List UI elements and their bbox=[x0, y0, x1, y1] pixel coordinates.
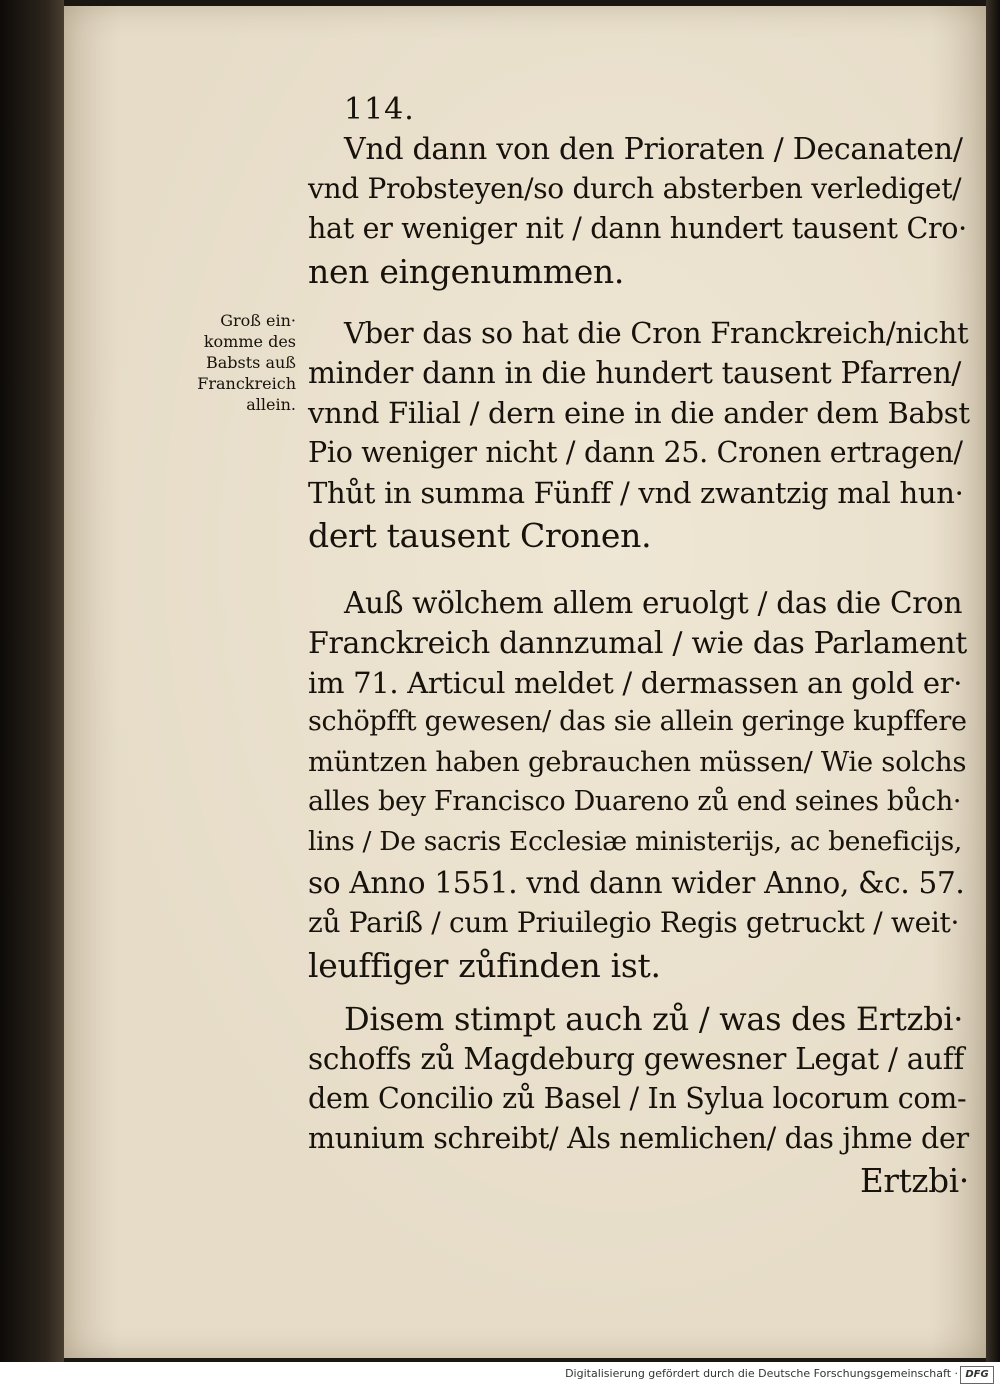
book-spine bbox=[0, 0, 64, 1362]
funding-notice: Digitalisierung gefördert durch die Deutsche Forschungsgemeinschaft · bbox=[565, 1367, 958, 1380]
text-line: im 71. Articul meldet / dermassen an gold er· bbox=[308, 666, 963, 700]
margin-note-line: Franckreich bbox=[197, 374, 296, 393]
catchword: Ertzbi· bbox=[860, 1162, 969, 1200]
margin-note-line: allein. bbox=[246, 395, 296, 414]
footer-bar bbox=[0, 1362, 1000, 1388]
text-line: Disem stimpt auch zů / was des Ertzbi· bbox=[344, 1000, 964, 1038]
text-line: alles bey Francisco Duareno zů end seines bůch· bbox=[308, 786, 962, 817]
text-line: Thůt in summa Fünff / vnd zwantzig mal hun· bbox=[308, 476, 964, 510]
text-line: vnnd Filial / dern eine in die ander dem Babst bbox=[308, 396, 970, 430]
margin-note-line: Babsts auß bbox=[205, 353, 296, 372]
text-line: lins / De sacris Ecclesiæ ministerijs, ac beneficijs, bbox=[308, 826, 963, 857]
text-line: leuffiger zůfinden ist. bbox=[308, 946, 661, 985]
dfg-logo: DFG bbox=[960, 1366, 994, 1384]
text-line: hat er weniger nit / dann hundert tausent Cro· bbox=[308, 212, 967, 245]
text-line: Vnd dann von den Prioraten / Decanaten/ bbox=[344, 132, 963, 167]
text-line: dert tausent Cronen. bbox=[308, 516, 652, 555]
text-line: so Anno 1551. vnd dann wider Anno, &c. 57. bbox=[308, 866, 965, 900]
text-line: schoffs zů Magdeburg gewesner Legat / auff bbox=[308, 1042, 964, 1076]
text-line: dem Concilio zů Basel / In Sylua locorum com- bbox=[308, 1082, 967, 1115]
text-line: Auß wölchem allem eruolgt / das die Cron bbox=[344, 586, 963, 620]
text-line: Franckreich dannzumal / wie das Parlament bbox=[308, 626, 968, 661]
margin-note bbox=[176, 310, 296, 415]
text-line: schöpfft gewesen/ das sie allein geringe kupffere bbox=[308, 706, 967, 737]
margin-note-line: Groß ein· bbox=[220, 311, 296, 330]
text-line: Vber das so hat die Cron Franckreich/nicht bbox=[344, 316, 969, 350]
margin-note-line: komme des bbox=[203, 332, 296, 351]
page-edge bbox=[986, 0, 1000, 1362]
page-number: 114. bbox=[344, 92, 415, 127]
text-line: müntzen haben gebrauchen müssen/ Wie solchs bbox=[308, 746, 967, 778]
text-line: minder dann in die hundert tausent Pfarren/ bbox=[308, 356, 962, 390]
text-line: zů Pariß / cum Priuilegio Regis getruckt / weit· bbox=[308, 906, 960, 939]
text-line: Pio weniger nicht / dann 25. Cronen ertragen/ bbox=[308, 436, 963, 469]
text-line: vnd Probsteyen/so durch absterben verlediget/ bbox=[308, 172, 962, 205]
text-line: munium schreibt/ Als nemlichen/ das jhme der bbox=[308, 1122, 969, 1155]
text-line: nen eingenummen. bbox=[308, 252, 625, 291]
